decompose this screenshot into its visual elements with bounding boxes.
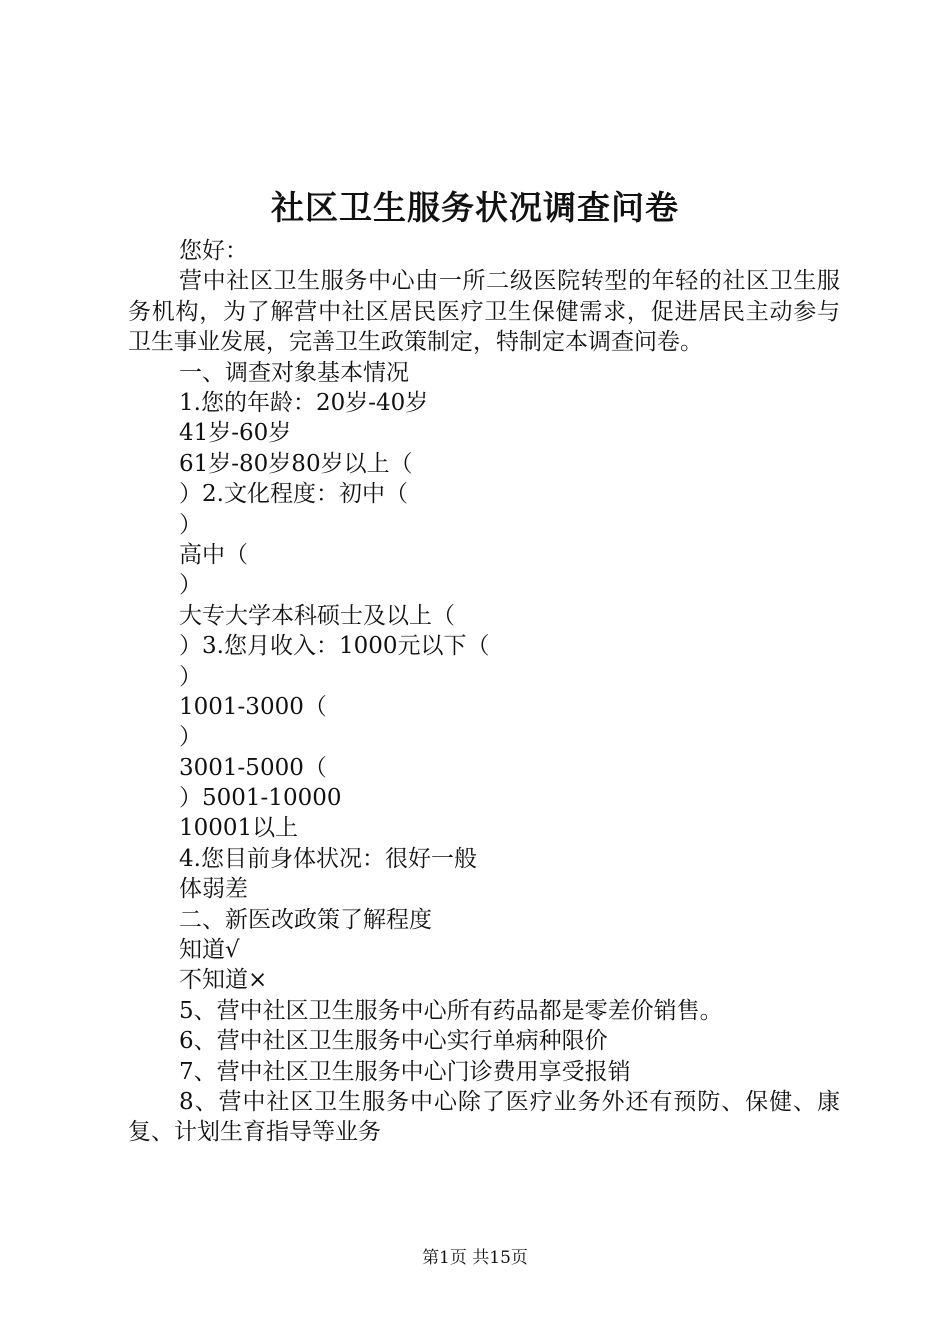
statement-item: 6、营中社区卫生服务中心实行单病种限价 — [179, 1028, 608, 1055]
statement-item: 5、营中社区卫生服务中心所有药品都是零差价销售。 — [179, 997, 723, 1024]
option-text: ） — [179, 511, 202, 538]
document-title: 社区卫生服务状况调查问卷 — [271, 188, 679, 227]
option-text: 高中（ — [179, 541, 248, 568]
option-text: ） — [179, 724, 202, 751]
option-text: ） — [179, 663, 202, 690]
greeting: 您好： — [179, 238, 248, 264]
option-text: 41岁-60岁 — [179, 420, 292, 447]
option-text: ）5001-10000 — [179, 785, 342, 812]
question-health: 4.您目前身体状况：很好一般 — [179, 845, 477, 872]
option-text: 61岁-80岁80岁以上（ — [179, 450, 413, 477]
option-text: 3001-5000（ — [179, 754, 327, 781]
question-income: ）3.您月收入：1000元以下（ — [179, 633, 490, 660]
page-footer: 第1页 共15页 — [422, 1248, 528, 1268]
legend-dont-know: 不知道× — [179, 967, 268, 994]
intro-paragraph: 营中社区卫生服务中心由一所二级医院转型的年轻的社区卫生服务机构，为了解营中社区居民医疗卫生保健需求，促进居民主动参与卫生事业发展，完善卫生政策制定，特制定本调查问卷。 — [128, 268, 840, 356]
option-text: 1001-3000（ — [179, 693, 327, 720]
option-text: 体弱差 — [179, 876, 248, 903]
option-text: 大专大学本科硕士及以上（ — [179, 602, 455, 629]
question-education: ）2.文化程度：初中（ — [179, 481, 408, 508]
section-heading-basic-info: 一、调查对象基本情况 — [179, 359, 409, 386]
legend-know: 知道√ — [179, 937, 240, 964]
option-text: ） — [179, 572, 202, 599]
statement-item: 8、营中社区卫生服务中心除了医疗业务外还有预防、保健、康复、计划生育指导等业务 — [128, 1088, 840, 1146]
section-heading-policy: 二、新医改政策了解程度 — [179, 906, 432, 933]
statement-item: 7、营中社区卫生服务中心门诊费用享受报销 — [179, 1058, 631, 1085]
document-body — [128, 236, 840, 1148]
option-text: 10001以上 — [179, 815, 299, 842]
question-age: 1.您的年龄：20岁-40岁 — [179, 390, 429, 416]
